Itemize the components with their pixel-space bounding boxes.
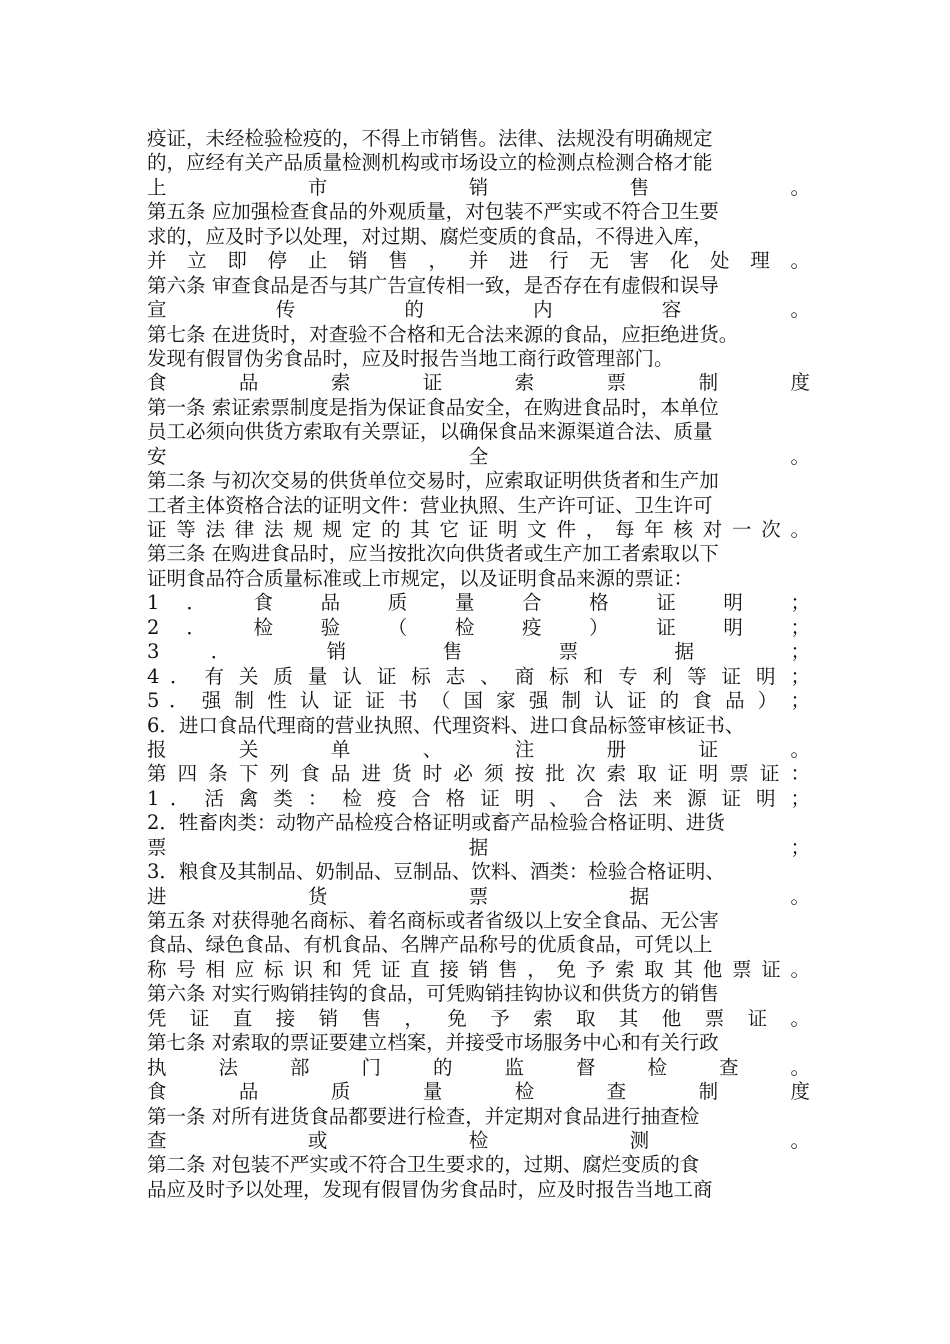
text-line: 报 关 单 、 注 册 证 。: [147, 737, 810, 761]
text-line: 凭 证 直 接 销 售 ， 免 予 索 取 其 他 票 证 。: [147, 1006, 810, 1030]
text-line: 4 ． 有 关 质 量 认 证 标 志 、 商 标 和 专 利 等 证 明 ；: [147, 664, 810, 688]
document-body: [147, 127, 810, 1202]
text-line: 上 市 销 售 。: [147, 175, 810, 199]
text-line: 第六条 对实行购销挂钩的食品，可凭购销挂钩协议和供货方的销售: [147, 982, 719, 1006]
text-line: 6．进口食品代理商的营业执照、代理资料、进口食品标签审核证书、: [147, 713, 745, 737]
text-line: 第三条 在购进食品时，应当按批次向供货者或生产加工者索取以下: [147, 542, 719, 566]
text-line: 进 货 票 据 。: [147, 884, 810, 908]
text-line: 第二条 与初次交易的供货单位交易时，应索取证明供货者和生产加: [147, 469, 719, 493]
text-line: 第二条 对包装不严实或不符合卫生要求的，过期、腐烂变质的食: [147, 1153, 700, 1177]
text-line: 称 号 相 应 标 识 和 凭 证 直 接 销 售 ， 免 予 索 取 其 他 票 证 。: [147, 957, 810, 981]
text-line: 并 立 即 停 止 销 售 ， 并 进 行 无 害 化 处 理 。: [147, 249, 810, 273]
text-line: 食品、绿色食品、有机食品、名牌产品称号的优质食品，可凭以上: [147, 933, 713, 957]
text-line: 证 等 法 律 法 规 规 定 的 其 它 证 明 文 件 ， 每 年 核 对 一 次 。: [147, 518, 810, 541]
text-line: 票 据 ；: [147, 835, 810, 859]
text-line: 执 法 部 门 的 监 督 检 查 。: [147, 1055, 810, 1079]
text-line: 宣 传 的 内 容 。: [147, 298, 810, 322]
text-line: 第一条 对所有进货食品都要进行检查，并定期对食品进行抽查检: [147, 1104, 700, 1128]
text-line: 食 品 索 证 索 票 制 度: [147, 371, 810, 395]
text-line: 第七条 对索取的票证要建立档案，并接受市场服务中心和有关行政: [147, 1031, 719, 1055]
text-line: 3 ． 销 售 票 据 ；: [147, 640, 810, 664]
text-line: 员工必须向供货方索取有关票证，以确保食品来源渠道合法、质量: [147, 420, 713, 444]
text-line: 查 或 检 测 。: [147, 1128, 810, 1152]
text-line: 工者主体资格合法的证明文件：营业执照、生产许可证、卫生许可: [147, 493, 713, 517]
text-line: 求的，应及时予以处理，对过期、腐烂变质的食品，不得进入库，: [147, 224, 713, 248]
text-line: 第五条 应加强检查食品的外观质量，对包装不严实或不符合卫生要: [147, 200, 719, 224]
text-line: 2 ． 检 验 （ 检 疫 ） 证 明 ；: [147, 615, 810, 639]
text-line: 第 四 条 下 列 食 品 进 货 时 必 须 按 批 次 索 取 证 明 票 证 ：: [147, 762, 810, 786]
text-line: 第七条 在进货时，对查验不合格和无合法来源的食品，应拒绝进货。: [147, 322, 739, 346]
text-line: 发现有假冒伪劣食品时，应及时报告当地工商行政管理部门。: [147, 346, 674, 370]
text-line: 品应及时予以处理，发现有假冒伪劣食品时，应及时报告当地工商: [147, 1177, 713, 1201]
text-line: 1 ． 活 禽 类 ： 检 疫 合 格 证 明 、 合 法 来 源 证 明 ；: [147, 786, 810, 810]
text-line: 第一条 索证索票制度是指为保证食品安全，在购进食品时，本单位: [147, 395, 719, 419]
text-line: 3．粮食及其制品、奶制品、豆制品、饮料、酒类：检验合格证明、: [147, 860, 725, 884]
text-line: 的，应经有关产品质量检测机构或市场设立的检测点检测合格才能: [147, 151, 713, 175]
text-line: 疫证，未经检验检疫的，不得上市销售。法律、法规没有明确规定: [147, 127, 713, 150]
text-line: 1 ． 食 品 质 量 合 格 证 明 ；: [147, 591, 810, 615]
text-line: 2．牲畜肉类：动物产品检疫合格证明或畜产品检验合格证明、进货: [147, 811, 725, 835]
text-line: 第五条 对获得驰名商标、着名商标或者省级以上安全食品、无公害: [147, 909, 719, 932]
text-line: 证明食品符合质量标准或上市规定，以及证明食品来源的票证：: [147, 566, 694, 590]
text-line: 安 全 。: [147, 444, 810, 468]
text-line: 食 品 质 量 检 查 制 度: [147, 1080, 810, 1104]
text-line: 5 ． 强 制 性 认 证 证 书 （ 国 家 强 制 认 证 的 食 品 ） ；: [147, 689, 810, 713]
text-line: 第六条 审查食品是否与其广告宣传相一致，是否存在有虚假和误导: [147, 273, 719, 297]
